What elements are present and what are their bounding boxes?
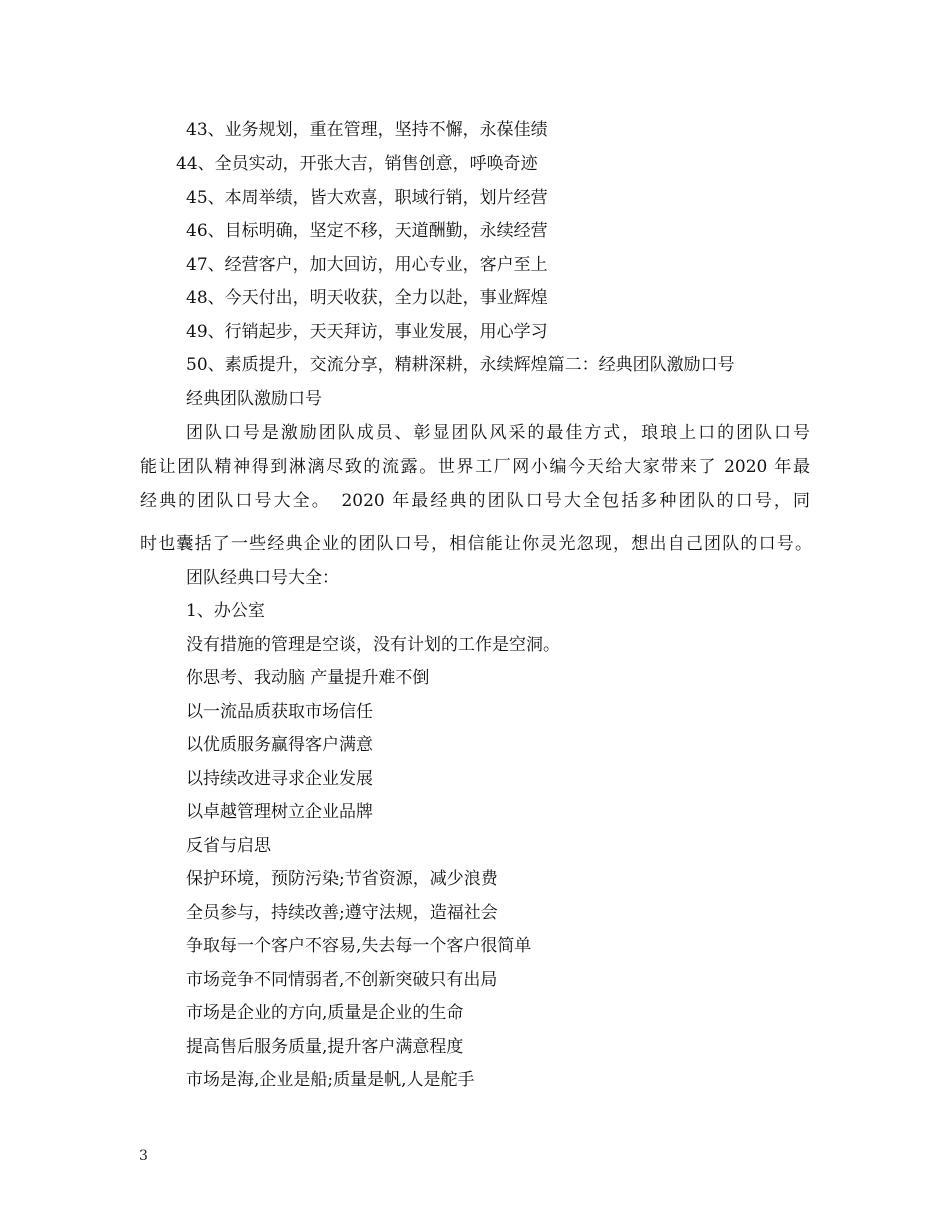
slogan-46: 46、目标明确，坚定不移，天道酬勤，永续经营 xyxy=(186,221,548,241)
section-title: 经典团队激励口号 xyxy=(186,389,322,409)
office-slogan: 市场是海,企业是船;质量是帆,人是舵手 xyxy=(186,1070,475,1090)
page-number: 3 xyxy=(139,1148,148,1164)
list-heading: 团队经典口号大全： xyxy=(186,568,339,588)
office-slogan: 你思考、我动脑 产量提升难不倒 xyxy=(186,668,430,688)
office-slogan: 以卓越管理树立企业品牌 xyxy=(186,802,373,822)
slogan-49: 49、行销起步，天天拜访，事业发展，用心学习 xyxy=(186,322,548,342)
slogan-44: 44、全员实动，开张大吉，销售创意，呼唤奇迹 xyxy=(176,154,538,174)
office-slogan: 市场是企业的方向,质量是企业的生命 xyxy=(186,1003,464,1023)
slogan-50: 50、素质提升，交流分享，精耕深耕，永续辉煌篇二：经典团队激励口号 xyxy=(186,355,735,375)
office-slogan: 保护环境，预防污染;节省资源，减少浪费 xyxy=(186,869,498,889)
office-slogan: 反省与启思 xyxy=(186,836,271,856)
office-slogan: 以持续改进寻求企业发展 xyxy=(186,769,373,789)
slogan-43: 43、业务规划，重在管理，坚持不懈，永葆佳绩 xyxy=(186,120,548,140)
intro-line-4: 时也囊括了一些经典企业的团队口号，相信能让你灵光忽现，想出自己团队的口号。 xyxy=(140,534,812,554)
intro-line-1: 团队口号是激励团队成员、彰显团队风采的最佳方式，琅琅上口的团队口号 xyxy=(186,423,810,443)
office-slogan: 提高售后服务质量,提升客户满意程度 xyxy=(186,1037,464,1057)
office-slogan: 以一流品质获取市场信任 xyxy=(186,702,373,722)
office-slogan: 市场竞争不同情弱者,不创新突破只有出局 xyxy=(186,970,498,990)
intro-line-3: 经典的团队口号大全。 2020 年最经典的团队口号大全包括多种团队的口号，同 xyxy=(140,491,810,511)
slogan-48: 48、今天付出，明天收获，全力以赴，事业辉煌 xyxy=(186,288,548,308)
office-slogan: 没有措施的管理是空谈，没有计划的工作是空洞。 xyxy=(186,635,560,655)
intro-line-2: 能让团队精神得到淋漓尽致的流露。世界工厂网小编今天给大家带来了 2020 年最 xyxy=(140,457,810,477)
office-slogan: 争取每一个客户不容易,失去每一个客户很简单 xyxy=(186,936,532,956)
office-slogan: 全员参与，持续改善;遵守法规，造福社会 xyxy=(186,903,498,923)
slogan-47: 47、经营客户，加大回访，用心专业，客户至上 xyxy=(186,255,548,275)
category-heading: 1、办公室 xyxy=(186,601,265,621)
office-slogan: 以优质服务赢得客户满意 xyxy=(186,735,373,755)
slogan-45: 45、本周举绩，皆大欢喜，职域行销，划片经营 xyxy=(186,188,548,208)
